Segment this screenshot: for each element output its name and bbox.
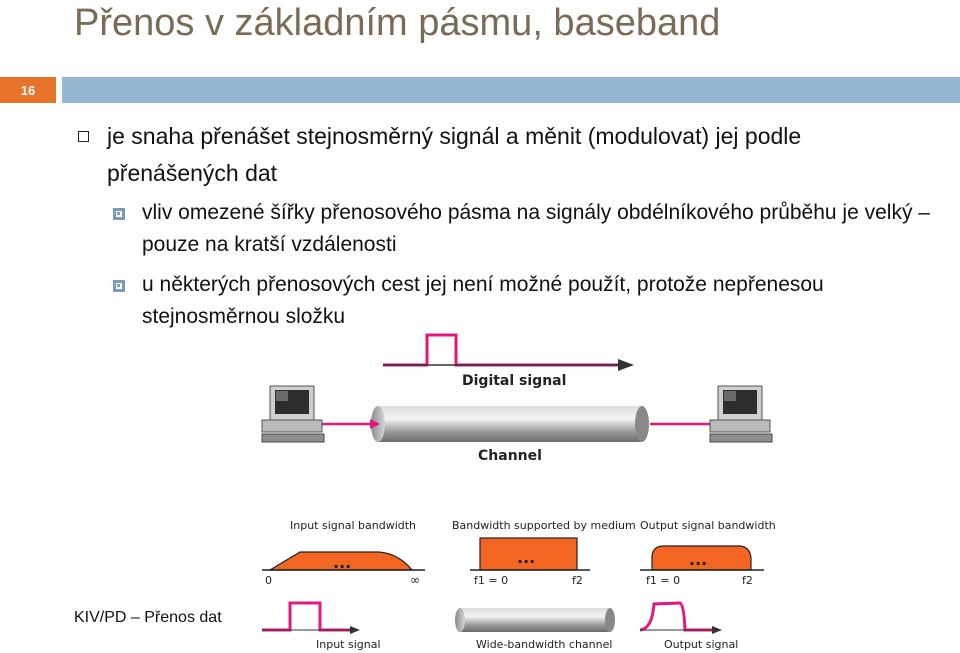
output-signal-waveform xyxy=(640,603,722,634)
medium-bandwidth-title: Bandwidth supported by medium xyxy=(452,519,636,532)
input-signal-label: Input signal xyxy=(316,638,381,651)
footer-course: KIV/PD – Přenos dat xyxy=(74,609,222,626)
slide-number: 16 xyxy=(0,77,56,103)
slide-title: Přenos v základním pásmu, baseband xyxy=(74,2,721,44)
input-bandwidth-title: Input signal bandwidth xyxy=(290,519,417,532)
dots-label: ... xyxy=(517,548,536,567)
input-signal-waveform xyxy=(262,603,360,634)
channel-tube xyxy=(371,406,649,442)
output-signal-label: Output signal xyxy=(664,638,739,651)
output-bandwidth-title: Output signal bandwidth xyxy=(640,519,776,532)
wide-channel-tube xyxy=(455,608,615,632)
dots-label: ... xyxy=(689,550,708,569)
axis-f2-label: f2 xyxy=(572,574,583,587)
channel-label: Channel xyxy=(478,448,542,464)
axis-f2-label: f2 xyxy=(742,574,753,587)
sub-bullet-text-1: vliv omezené šířky přenosového pásma na signály obdélníkového průběhu je velký – pouze na kratší vzdálenosti xyxy=(142,201,930,256)
axis-f1-label: f1 = 0 xyxy=(474,574,509,587)
axis-infinity-label: ∞ xyxy=(410,573,420,587)
wide-channel-label: Wide-bandwidth channel xyxy=(476,638,613,651)
bullet-main-text: je snaha přenášet stejnosměrný signál a měnit (modulovat) jej podle přenášených dat xyxy=(107,123,802,186)
dots-label: ... xyxy=(333,553,352,572)
axis-zero-label: 0 xyxy=(265,574,272,587)
digital-signal-waveform xyxy=(383,335,634,371)
sub-bullet-text-2: u některých přenosových cest jej není možné použít, protože nepřenesou stejnosměrnou složku xyxy=(142,273,824,328)
computer-icon xyxy=(262,386,324,442)
computer-icon xyxy=(710,386,772,442)
digital-signal-label: Digital signal xyxy=(462,373,567,389)
axis-f1-label: f1 = 0 xyxy=(646,574,681,587)
